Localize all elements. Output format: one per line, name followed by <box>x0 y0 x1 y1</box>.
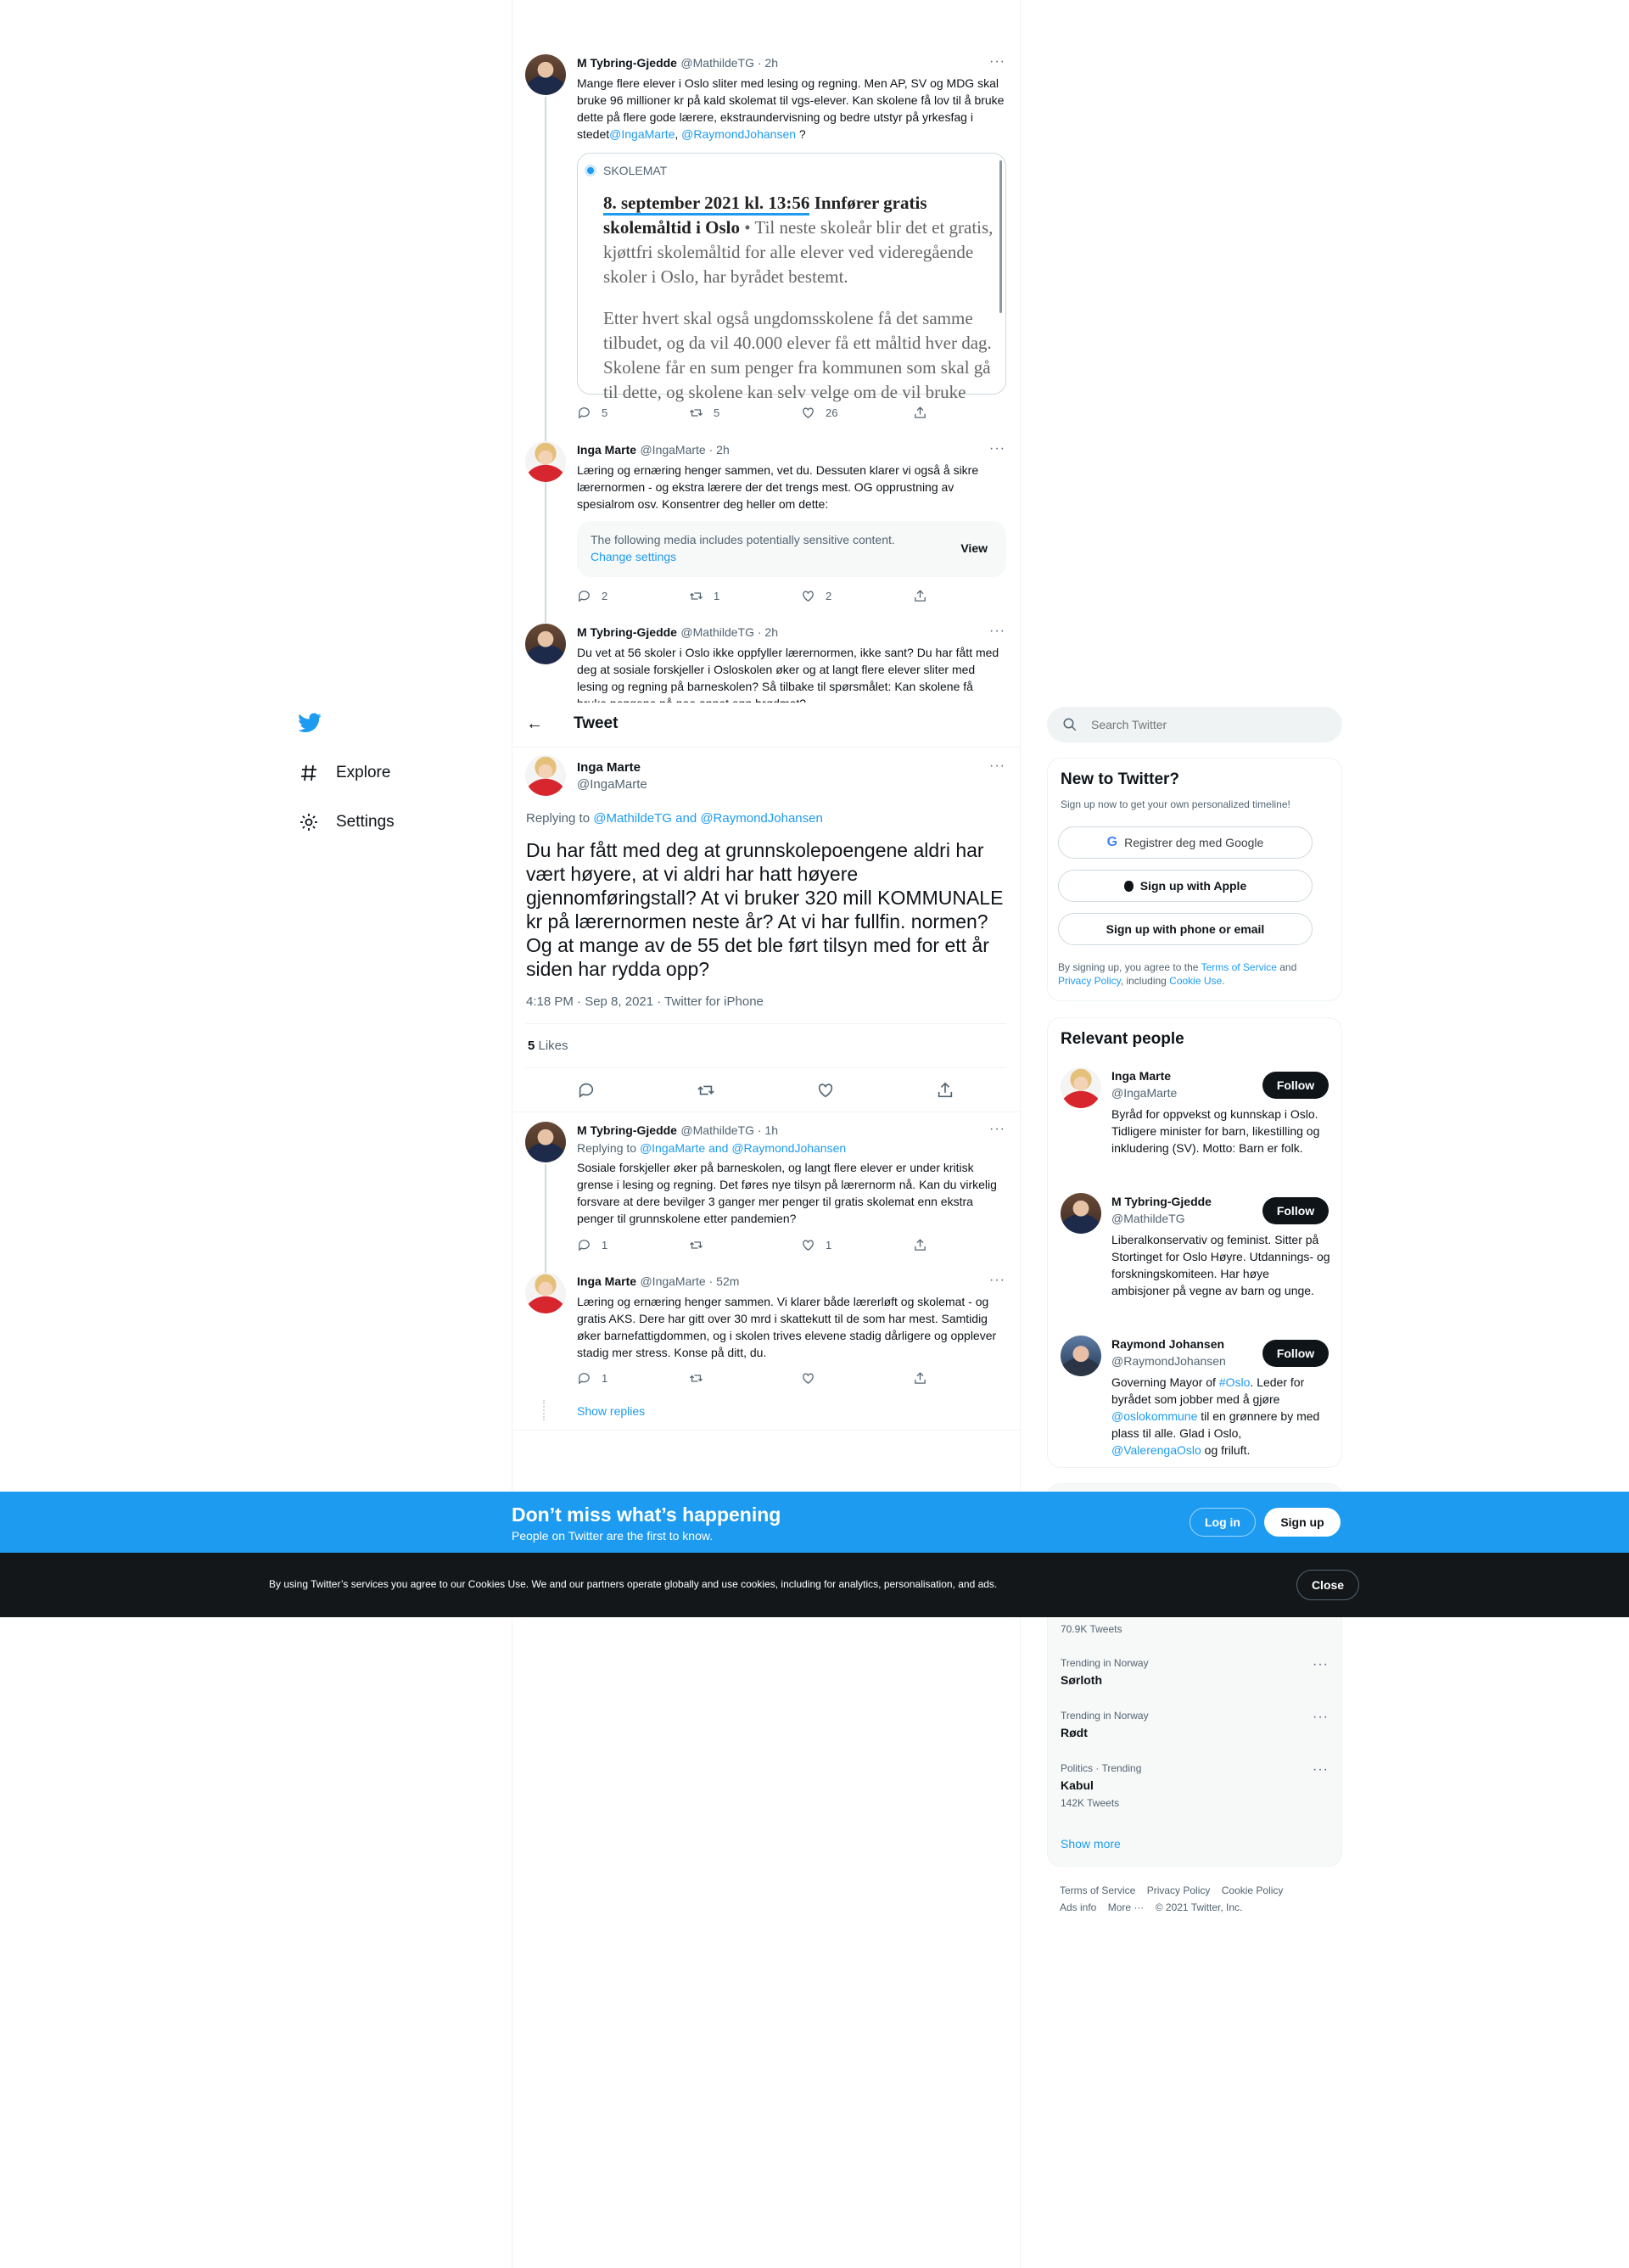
mention-link[interactable]: @IngaMarte <box>609 127 675 141</box>
avatar[interactable] <box>525 1273 566 1313</box>
sensitive-text: The following media includes potentially sensitive content. <box>591 533 895 546</box>
more-icon[interactable]: ··· <box>1313 1710 1329 1724</box>
scrollbar[interactable] <box>999 160 1002 313</box>
like-button[interactable] <box>816 1081 835 1102</box>
nav-explore-label: Explore <box>336 764 391 781</box>
mention-link[interactable]: @RaymondJohansen <box>681 127 797 141</box>
tweet-header <box>577 1274 1001 1290</box>
tweet-actions <box>577 406 1025 420</box>
column-border-right <box>1020 0 1021 2268</box>
replying-to-link[interactable]: @IngaMarte and @RaymondJohansen <box>639 1141 847 1155</box>
follow-button[interactable]: Follow <box>1262 1197 1329 1224</box>
replying-to-link[interactable]: @MathildeTG and @RaymondJohansen <box>593 811 823 826</box>
card-body: 8. september 2021 kl. 13:56 Innfører gratis skolemåltid i Oslo • Til neste skoleår blir det et gratis, kjøttfri skolemåltid for alle elever ved videregående skoler i Oslo, har byrådet bestemt. Etter hvert skal også ungdomsskolene få det samme tilbudet, og da vil 40.000 elever få ett måltid hver dag. Skolene får en sum penger fra kommunen som skal gå til dette, og skolene kan selv velge om de vil bruke <box>603 191 994 405</box>
retweet-icon <box>689 406 703 420</box>
search-bar[interactable] <box>1047 707 1342 742</box>
more-icon[interactable]: ··· <box>1313 1657 1329 1672</box>
tweet-text: Mange flere elever i Oslo sliter med lesing og regning. Men AP, SV og MDG skal bruke 96 millioner kr på kald skolemat til vgs-elever. Kan skolene få lov til å bruke dette på flere gode lærere, ekstraundervisning og bedre utstyr på yrkesfag i stedet@IngaMarte, @RaymondJohansen ? <box>577 76 1005 141</box>
person-bio: Byråd for oppvekst og kunnskap i Oslo. Tidligere minister for barn, likestilling og inkludering (SV). Motto: Barn er folk. <box>1111 1107 1320 1155</box>
tweet-text: Sosiale forskjeller øker på barneskolen, og langt flere elever er under kritisk grense i lesing og regning. Det føres nye tilsyn på lærernorm nå. Kan du virkelig forsvare at dere bevilger 3 ganger mer penger til gratis skolemat enn ekstra penger til grunnskolene etter pandemien? <box>577 1161 997 1225</box>
retweet-icon <box>689 1371 703 1386</box>
avatar[interactable] <box>525 441 566 482</box>
author-name[interactable]: M Tybring-Gjedde <box>577 1123 677 1137</box>
trend-count: 70.9K Tweets <box>1061 1623 1122 1635</box>
nav-settings-label: Settings <box>336 813 395 831</box>
like-button[interactable]: 1 <box>801 1238 913 1252</box>
card-section: SKOLEMAT <box>585 164 667 177</box>
divider <box>526 1067 1006 1068</box>
search-input[interactable] <box>1091 718 1312 731</box>
reply-icon <box>577 589 591 603</box>
phone-signup-button[interactable]: Sign up with phone or email <box>1058 913 1313 945</box>
person-bio: Liberalkonservativ og feminist. Sitter på Stortinget for Oslo Høyre. Utdannings- og forskningskomiteen. Har høye ambisjoner på vegne av barn og unge. <box>1111 1233 1330 1297</box>
page-title: Tweet <box>574 714 619 732</box>
avatar[interactable] <box>1061 1067 1101 1108</box>
follow-button[interactable]: Follow <box>1262 1072 1329 1099</box>
author-handle[interactable]: @MathildeTG · 1h <box>680 1123 779 1137</box>
share-icon <box>913 406 927 420</box>
tweet-timestamp[interactable]: 4:18 PM · Sep 8, 2021 · Twitter for iPhone <box>526 994 764 1009</box>
author-name[interactable]: M Tybring-Gjedde <box>577 56 677 70</box>
footer-tos-link[interactable]: Terms of Service <box>1060 1884 1136 1896</box>
share-icon <box>936 1081 954 1100</box>
share-icon <box>913 1371 927 1386</box>
heart-icon <box>801 589 815 603</box>
reply-button[interactable]: 1 <box>577 1371 689 1386</box>
cookie-close-button[interactable]: Close <box>1296 1570 1359 1600</box>
reply-button[interactable] <box>577 1081 596 1102</box>
heart-icon <box>801 1238 815 1252</box>
tweet-header <box>577 443 1001 458</box>
author-name[interactable]: Inga Marte <box>577 1274 637 1288</box>
divider <box>512 1430 1020 1431</box>
retweet-button[interactable]: 5 <box>689 406 801 420</box>
signup-button[interactable]: Sign up <box>1264 1508 1341 1537</box>
page-header <box>512 703 1020 748</box>
author-handle[interactable]: @IngaMarte · 2h <box>640 443 730 456</box>
author-handle[interactable]: @MathildeTG · 2h <box>680 56 779 70</box>
heart-icon <box>816 1081 835 1100</box>
reply-button[interactable]: 1 <box>577 1238 689 1252</box>
hashtag-link[interactable]: #Oslo <box>1218 1375 1251 1389</box>
avatar[interactable] <box>1061 1336 1101 1376</box>
footer-copyright: © 2021 Twitter, Inc. <box>1155 1901 1243 1913</box>
widget-title: New to Twitter? <box>1061 770 1180 788</box>
cookie-text: By using Twitter’s services you agree to our Cookies Use. We and our partners operate globally and use cookies, including for analytics, personalisation, and ads. <box>269 1578 998 1590</box>
privacy-link[interactable]: Privacy Policy <box>1058 975 1121 987</box>
author-handle[interactable]: @IngaMarte <box>577 777 647 792</box>
main-tweet-text: Du har fått med deg at grunnskolepoengene aldri har vært høyere, at vi aldri har hatt høyere gjennomføringstall? At vi bruker 320 mill KOMMUNALE kr på lærernormen neste år? At vi har fullfin. normen? Og at mange av de 55 det ble ført tilsyn med for ett år siden har rydda opp? <box>526 839 1004 980</box>
more-icon[interactable]: ··· <box>989 441 1005 456</box>
nav-explore[interactable] <box>299 763 390 783</box>
search-icon <box>1062 717 1078 732</box>
more-icon[interactable]: ··· <box>989 1122 1005 1136</box>
tweet-text: Læring og ernæring henger sammen. Vi klarer både lærerløft og skolemat - og gratis AKS. Dere har gitt over 30 mrd i skattekutt til de som har mest. Samtidig øker barnefattigdommen, og i skolen trives elevene stadig dårligere og opplever stadig mer stress. Konse på ditt, du. <box>577 1295 997 1359</box>
thread-line <box>545 97 546 623</box>
heart-icon <box>801 1371 815 1386</box>
avatar[interactable] <box>525 755 566 796</box>
thread-line <box>545 1164 546 1274</box>
person-bio: Governing Mayor of #Oslo. Leder for byrådet som jobber med å gjøre @oslokommune til en grønnere by med plass til alle. Glad i Oslo, @ValerengaOslo og friluft. <box>1111 1375 1320 1457</box>
show-more-link[interactable]: Show more <box>1061 1837 1121 1851</box>
card-headline: 8. september 2021 kl. 13:56 <box>603 193 809 216</box>
view-button[interactable]: View <box>960 541 988 555</box>
more-icon[interactable]: ··· <box>989 1273 1005 1287</box>
retweet-button[interactable] <box>689 1371 801 1386</box>
person-name[interactable]: Inga Marte <box>1111 1069 1172 1083</box>
replying-to: Replying to @IngaMarte and @RaymondJohansen <box>577 1141 847 1155</box>
author-name[interactable]: Inga Marte <box>577 443 637 456</box>
author-name[interactable]: Inga Marte <box>577 760 641 775</box>
avatar[interactable] <box>525 54 566 95</box>
retweet-button[interactable] <box>697 1081 715 1102</box>
share-button[interactable] <box>913 1238 1025 1252</box>
retweet-button[interactable] <box>689 1238 801 1252</box>
avatar[interactable] <box>525 624 566 664</box>
tweet-actions <box>577 1371 1025 1386</box>
nav-settings[interactable] <box>299 812 395 832</box>
retweet-icon <box>697 1081 715 1100</box>
more-icon[interactable]: ··· <box>989 759 1005 773</box>
more-icon[interactable]: ··· <box>1313 1762 1329 1777</box>
tweet-header <box>577 1123 1001 1139</box>
tweet-text: Læring og ernæring henger sammen, vet du. Dessuten klarer vi også å sikre lærernormen - og ekstra lærere der det trengs mest. OG opprustning av spesialrom osv. Konsentrer deg heller om dette: <box>577 463 979 511</box>
person-handle[interactable]: @RaymondJohansen <box>1111 1354 1226 1368</box>
heart-icon <box>801 406 815 420</box>
person-handle[interactable]: @MathildeTG <box>1111 1212 1185 1225</box>
footer-cookie-link[interactable]: Cookie Policy <box>1221 1884 1284 1896</box>
thread-dots <box>543 1400 548 1420</box>
new-to-twitter-widget <box>1047 758 1342 1001</box>
more-icon[interactable]: ··· <box>989 54 1005 69</box>
show-replies-link[interactable]: Show replies <box>577 1404 646 1418</box>
like-button[interactable] <box>801 1371 913 1386</box>
apple-icon <box>1124 881 1134 892</box>
avatar[interactable] <box>1061 1193 1101 1234</box>
widget-title: Relevant people <box>1061 1030 1184 1048</box>
avatar[interactable] <box>525 1122 566 1162</box>
author-handle[interactable]: @MathildeTG · 2h <box>680 625 779 639</box>
share-button[interactable] <box>913 1371 1025 1386</box>
trend-item[interactable]: Trending in Norway Rødt <box>1061 1710 1149 1739</box>
share-button[interactable] <box>913 406 1025 420</box>
signup-banner <box>0 1492 1629 1553</box>
like-button[interactable]: 26 <box>801 406 913 420</box>
widget-subtitle: Sign up now to get your own personalized timeline! <box>1061 798 1290 810</box>
section-dot-icon <box>585 165 596 176</box>
replying-to: Replying to @MathildeTG and @RaymondJohansen <box>526 811 823 826</box>
footer-ads-link[interactable]: Ads info <box>1060 1901 1097 1913</box>
more-icon[interactable]: ··· <box>989 624 1005 638</box>
google-signup-button[interactable]: G Registrer deg med Google <box>1058 826 1313 859</box>
gear-icon <box>299 812 319 832</box>
relevant-people-widget <box>1047 1017 1342 1468</box>
apple-signup-button[interactable]: Sign up with Apple <box>1058 870 1313 902</box>
terms-text: By signing up, you agree to the Terms of Service and Privacy Policy, including Cookie Use. <box>1058 961 1297 987</box>
retweet-icon <box>689 589 703 603</box>
author-name[interactable]: M Tybring-Gjedde <box>577 625 677 639</box>
article-card[interactable] <box>577 153 1006 402</box>
trend-item[interactable]: Politics · Trending Kabul 142K Tweets <box>1061 1762 1142 1809</box>
tweet-header <box>577 56 1001 71</box>
trend-item[interactable]: Trending in Norway Sørloth <box>1061 1657 1149 1687</box>
sensitive-media-notice <box>577 521 1006 577</box>
google-icon: G <box>1106 835 1118 849</box>
banner-title: Don’t miss what’s happening <box>512 1504 781 1526</box>
tweet-text: Du vet at 56 skoler i Oslo ikke oppfyller lærernormen, ikke sant? Du har fått med deg at sosiale forskjeller i Osloskolen øker og at langt flere elever sliter med lesing og regning på barneskolen? Så tilbake til spørsmålet: Kan skolene få <box>577 646 999 693</box>
cookie-link[interactable]: Cookie Use <box>1169 975 1223 987</box>
author-handle[interactable]: @IngaMarte · 52m <box>640 1274 740 1288</box>
mention-link[interactable]: @oslokommune <box>1111 1409 1198 1423</box>
terms-link[interactable]: Terms of Service <box>1201 961 1277 973</box>
follow-button[interactable]: Follow <box>1262 1340 1329 1367</box>
change-settings-link[interactable]: Change settings <box>591 550 677 563</box>
footer-links <box>1060 1882 1331 1916</box>
reply-icon <box>577 1238 591 1252</box>
share-icon <box>913 1238 927 1252</box>
login-button[interactable]: Log in <box>1190 1508 1256 1537</box>
likes-count[interactable]: 5 Likes <box>528 1039 568 1053</box>
person-name[interactable]: M Tybring-Gjedde <box>1111 1195 1212 1208</box>
reply-icon <box>577 1371 591 1386</box>
banner-subtitle: People on Twitter are the first to know. <box>512 1529 714 1543</box>
card-paragraph: Etter hvert skal også ungdomsskolene få det samme tilbudet, og da vil 40.000 elever få ett måltid hver dag. Skolene får en sum penger fra kommunen som skal gå til dette, og skolene kan selv velge om de vil bruke <box>603 308 992 402</box>
back-arrow-icon[interactable]: ← <box>526 714 543 733</box>
reply-icon <box>577 406 591 420</box>
tweet-actions <box>577 589 1025 603</box>
reply-icon <box>577 1081 596 1100</box>
share-icon <box>913 589 927 603</box>
share-button[interactable] <box>936 1081 954 1102</box>
twitter-logo-icon[interactable] <box>297 713 322 739</box>
retweet-button[interactable]: 1 <box>689 589 801 603</box>
tweet-actions <box>577 1238 1025 1252</box>
like-button[interactable]: 2 <box>801 589 913 603</box>
footer-more-link[interactable]: More ··· <box>1107 1901 1145 1913</box>
person-handle[interactable]: @IngaMarte <box>1111 1086 1178 1100</box>
divider <box>526 1023 1006 1024</box>
reply-button[interactable]: 2 <box>577 589 689 603</box>
reply-button[interactable]: 5 <box>577 406 689 420</box>
footer-privacy-link[interactable]: Privacy Policy <box>1146 1884 1211 1896</box>
share-button[interactable] <box>913 589 1025 603</box>
mention-link[interactable]: @ValerengaOslo <box>1111 1443 1201 1457</box>
tweet-header <box>577 625 1001 641</box>
hashtag-icon <box>299 763 319 783</box>
retweet-icon <box>689 1238 703 1252</box>
cookie-consent-bar <box>0 1553 1629 1617</box>
person-name[interactable]: Raymond Johansen <box>1111 1337 1225 1351</box>
